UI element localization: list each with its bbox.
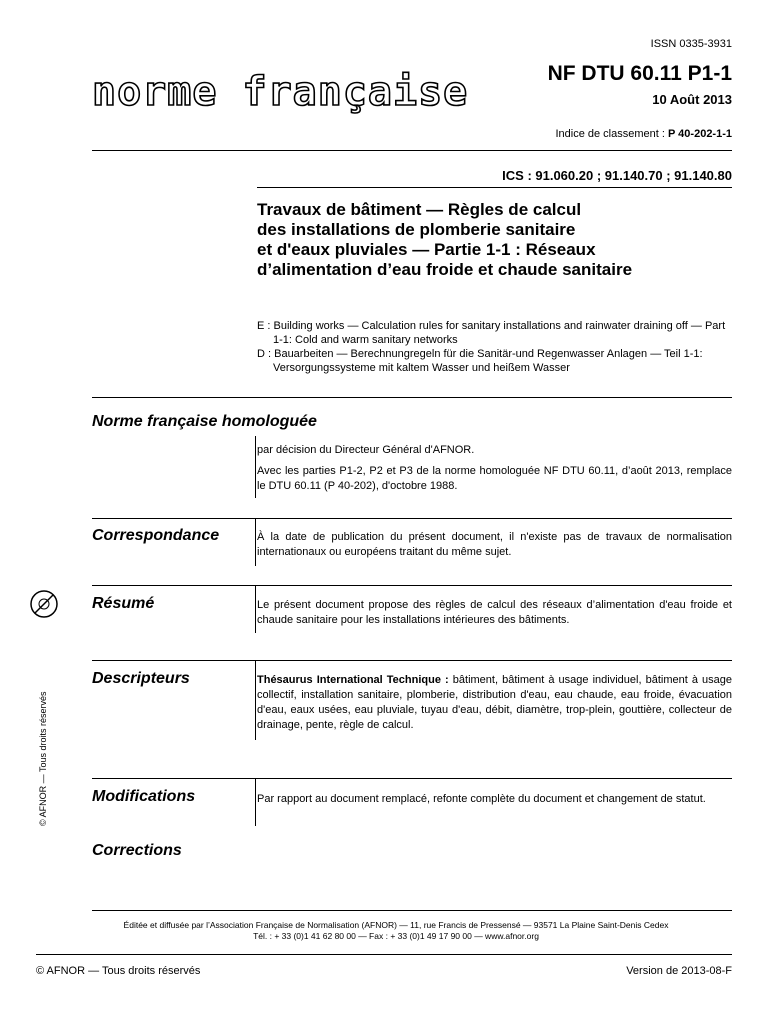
title-line: des installations de plomberie sanitaire	[257, 220, 576, 239]
section-heading-homologuee: Norme française homologuée	[92, 413, 317, 430]
footer-bottom-rule	[36, 954, 732, 955]
indice-label: Indice de classement :	[555, 128, 668, 140]
paragraph: Avec les parties P1-2, P2 et P3 de la norme homologuée NF DTU 60.11, d’août 2013, remplace le DTU 60.11 (P 40-202), d'octobre 1988.	[257, 465, 732, 492]
title-line: d’alimentation d’eau froide et chaude sanitaire	[257, 260, 633, 279]
classification-index	[555, 128, 732, 140]
section-vline	[255, 436, 256, 498]
indice-value: P 40-202-1-1	[667, 128, 732, 140]
section-heading-modifications: Modifications	[92, 788, 196, 805]
copyright: © AFNOR — Tous droits réservés	[36, 965, 201, 977]
section-vline	[255, 585, 256, 633]
paragraph: Le présent document propose des règles de calcul des réseaux d’alimentation d'eau froide et chaude sanitaire pour les installations intérieures des bâtiments.	[257, 599, 732, 626]
section-rule	[92, 778, 732, 779]
title-translations	[257, 319, 737, 375]
afnor-stamp-icon	[28, 588, 60, 620]
header-rule	[92, 150, 732, 151]
paragraph: Par rapport au document remplacé, refonte complète du document et changement de statut.	[257, 793, 706, 805]
publication-date: 10 Août 2013	[652, 92, 732, 107]
document-title	[257, 200, 737, 280]
section-vline	[255, 778, 256, 826]
paragraph	[257, 673, 732, 733]
section-vline	[255, 660, 256, 740]
section-body-correspondance	[257, 530, 732, 566]
thesaurus-label: Thésaurus International Technique :	[257, 674, 449, 686]
issn: ISSN 0335-3931	[650, 38, 732, 50]
section-heading-resume: Résumé	[92, 595, 155, 612]
ics-codes: ICS : 91.060.20 ; 91.140.70 ; 91.140.80	[502, 168, 732, 183]
english-title: E : Building works — Calculation rules for sanitary installations and rainwater draining off — Part 1-1: Cold and warm sanitary networks	[257, 320, 726, 346]
paragraph: par décision du Directeur Général d'AFNOR.	[257, 444, 475, 456]
section-vline	[255, 518, 256, 566]
section-heading-corrections: Corrections	[92, 842, 182, 859]
german-title: D : Bauarbeiten — Berechnungregeln für die Sanitär-und Regenwasser Anlagen — Teil 1-1: Versorgungssysteme mit kaltem Wasser und heißem Wasser	[257, 348, 703, 374]
publisher-info	[60, 920, 732, 942]
title-line: Travaux de bâtiment — Règles de calcul	[257, 200, 582, 219]
version-label: Version de 2013-08-F	[626, 965, 732, 977]
publisher-address: Éditée et diffusée par l’Association Française de Normalisation (AFNOR) — 11, rue Francis de Pressensé — 93571 La Plaine Saint-Denis Cedex	[123, 920, 669, 930]
descriptor-list: bâtiment, bâtiment à usage individuel, bâtiment à usage collectif, installation sanitaire, plomberie, distribution d'eau, eau chaude, eau froide, évacuation d'eau, eaux usées, eau pluviale, tuyau d'eau, débit, diamètre, trop-plein, gouttière, collecteur de drainage, pente, règle de calcul.	[257, 674, 732, 731]
section-heading-descripteurs: Descripteurs	[92, 670, 190, 687]
section-rule	[92, 397, 732, 398]
section-body-homologuee	[257, 443, 732, 500]
sidebar-copyright-text: © AFNOR — Tous droits réservés	[38, 691, 48, 826]
title-line: et d'eaux pluviales — Partie 1-1 : Réseaux	[257, 240, 596, 259]
publisher-contact: Tél. : + 33 (0)1 41 62 80 00 — Fax : + 33 (0)1 49 17 90 00 — www.afnor.org	[253, 931, 539, 941]
section-rule	[92, 585, 732, 586]
paragraph: À la date de publication du présent document, il n'existe pas de travaux de normalisation internationaux ou européens traitant du même sujet.	[257, 531, 732, 558]
footer-rule	[92, 910, 732, 911]
standard-reference: NF DTU 60.11 P1-1	[547, 62, 732, 85]
brand-title: norme française	[92, 69, 469, 115]
ics-rule	[257, 187, 732, 188]
sidebar-copyright	[38, 620, 52, 840]
section-body-modifications	[257, 792, 732, 813]
section-rule	[92, 660, 732, 661]
section-body-descripteurs	[257, 673, 732, 739]
section-rule	[92, 518, 732, 519]
section-heading-correspondance: Correspondance	[92, 527, 220, 544]
section-body-resume	[257, 598, 732, 634]
